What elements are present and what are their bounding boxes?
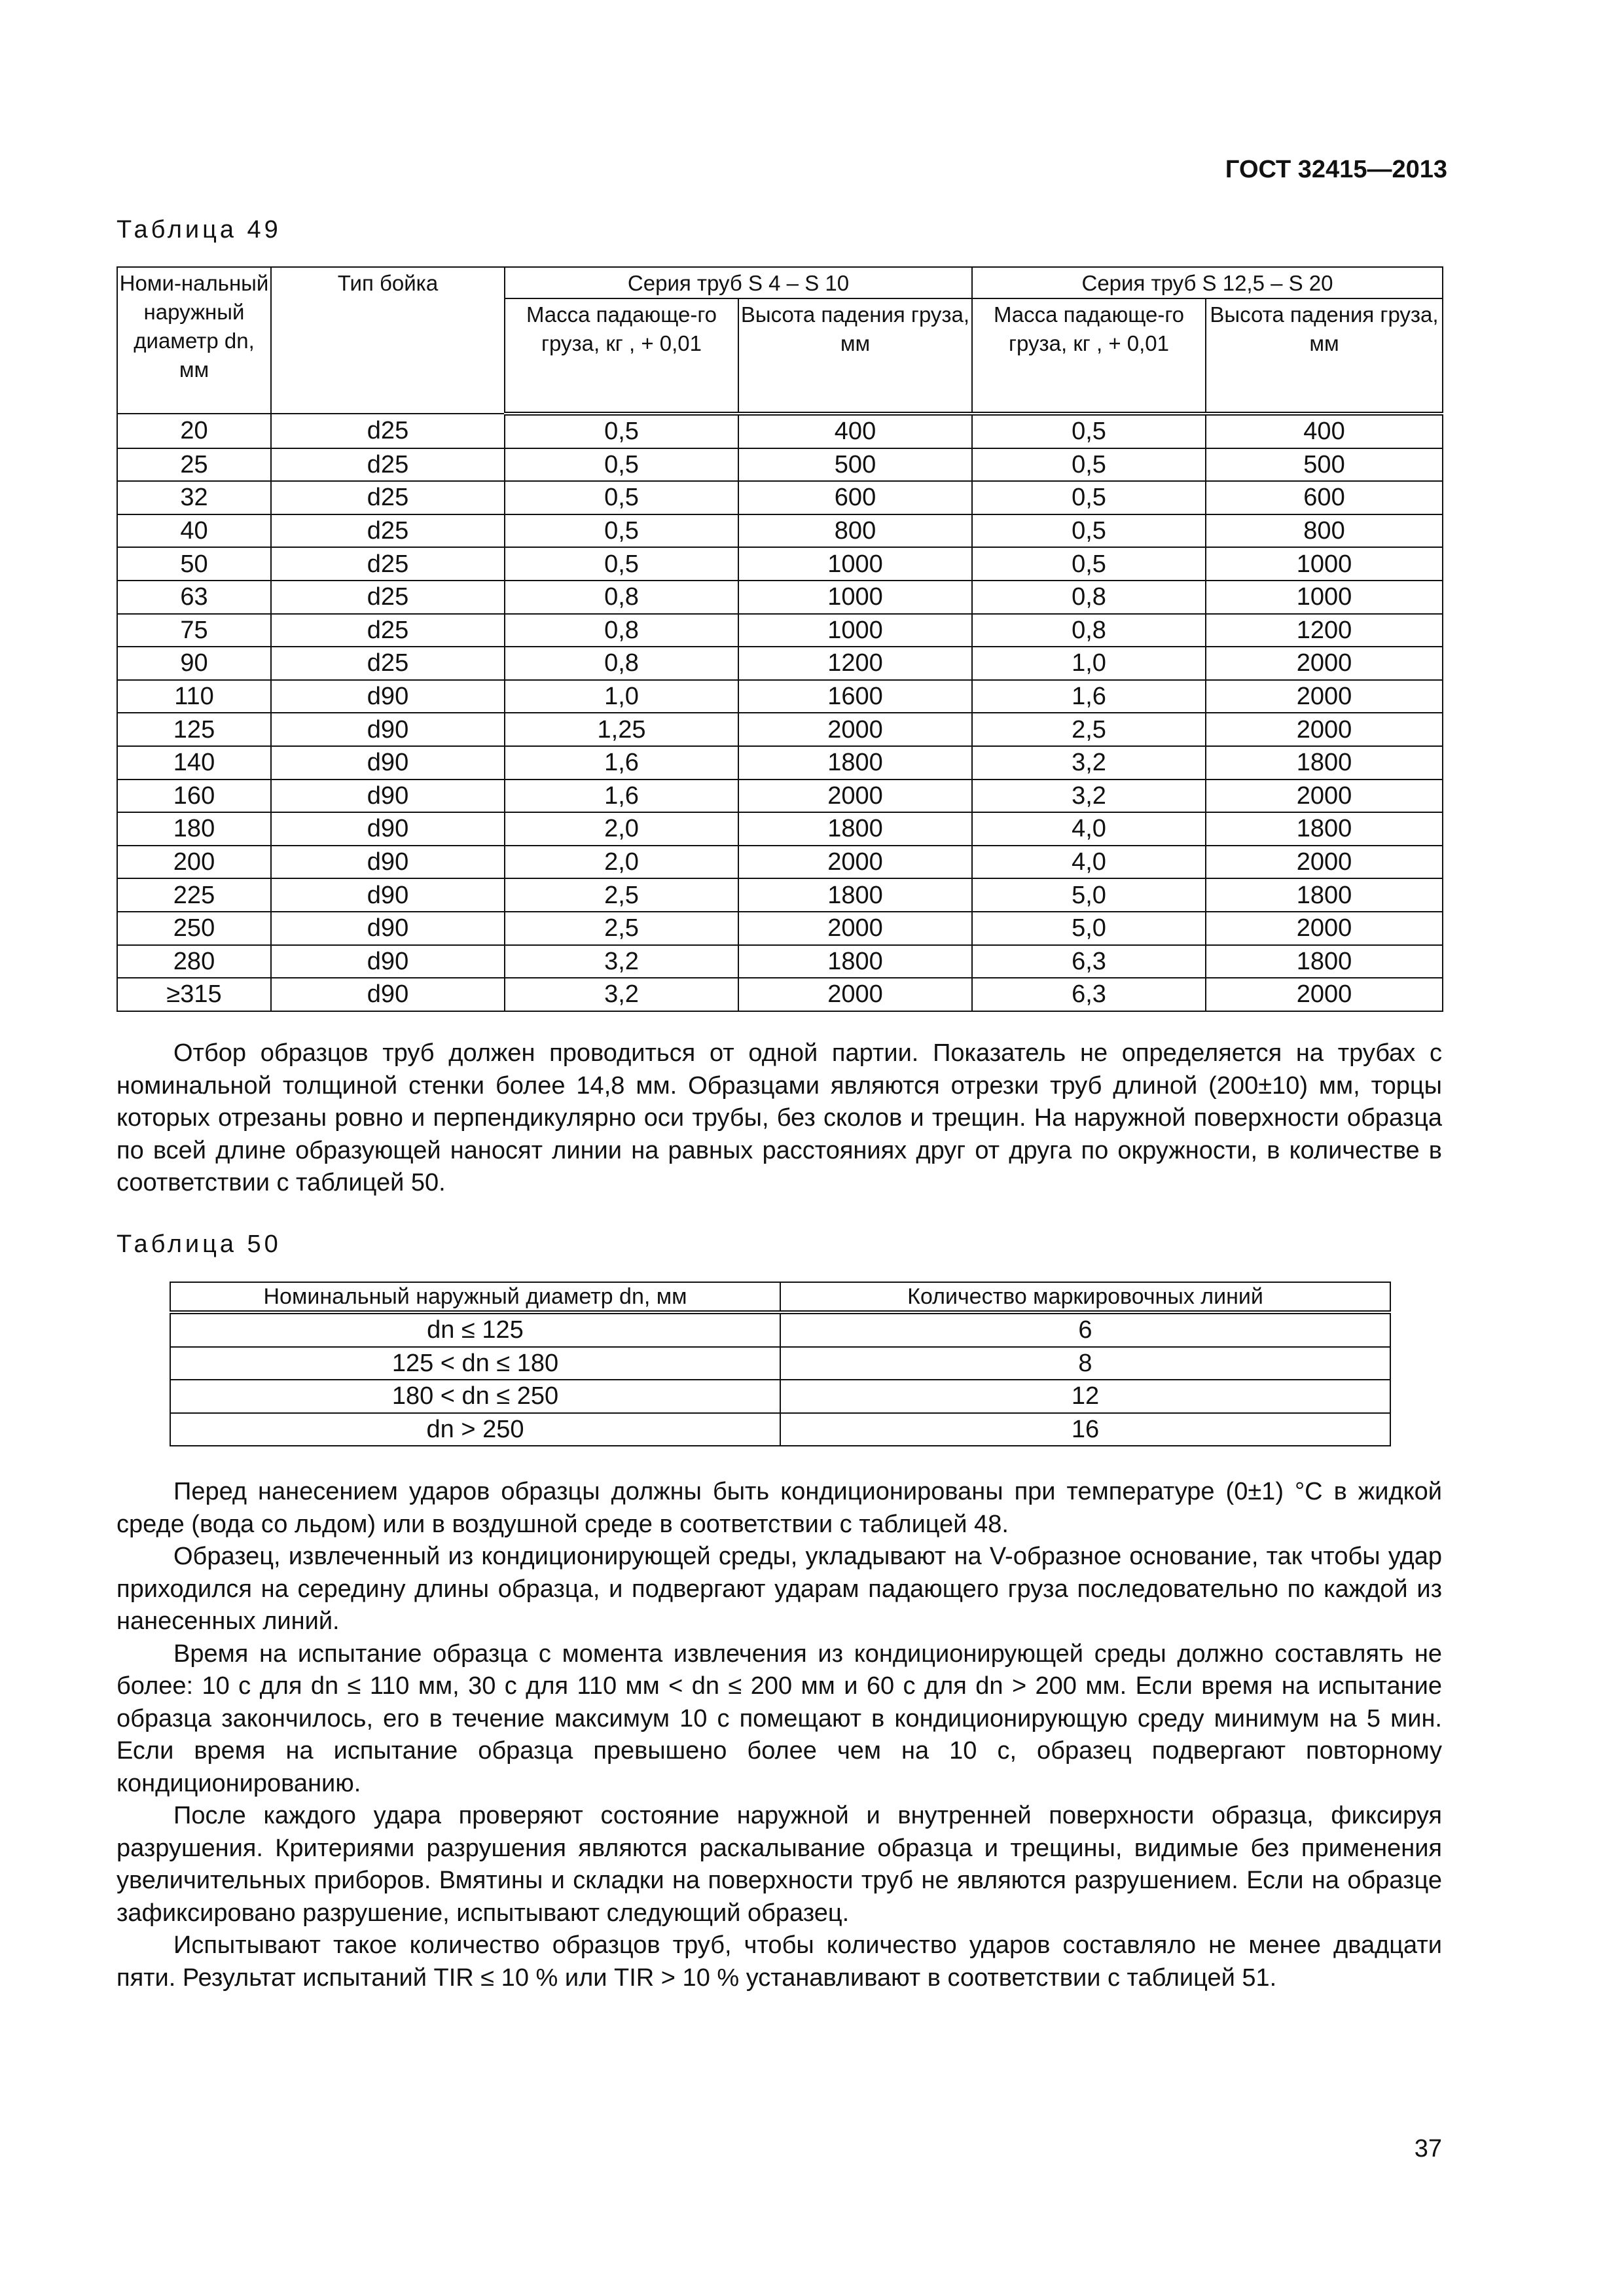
table-cell: 20 (117, 414, 271, 448)
table-cell: 3,2 (972, 780, 1206, 813)
table-cell: 1200 (1206, 614, 1443, 647)
table-cell: 1200 (738, 647, 972, 680)
header-mass-1: Масса падающе-го груза, кг , + 0,01 (505, 298, 738, 414)
table-cell: 280 (117, 945, 271, 978)
table-row (117, 614, 1443, 647)
table-cell: dn > 250 (170, 1413, 780, 1446)
table-cell: 1600 (738, 680, 972, 713)
table-cell: 2000 (1206, 978, 1443, 1011)
table-row (117, 680, 1443, 713)
table-cell: d25 (271, 547, 505, 581)
table-cell: 2000 (1206, 647, 1443, 680)
table-cell: 1000 (738, 614, 972, 647)
table-cell: 180 < dn ≤ 250 (170, 1380, 780, 1413)
header-diameter: Номинальный наружный диаметр dn, мм (170, 1282, 780, 1312)
table-cell: 0,8 (972, 614, 1206, 647)
table-row (117, 780, 1443, 813)
table-cell: 200 (117, 846, 271, 879)
table-cell: 32 (117, 481, 271, 514)
header-nominal-diameter: Номи-нальный наружный диаметр dn, мм (117, 267, 271, 414)
table-cell: 4,0 (972, 846, 1206, 879)
table-cell: d90 (271, 680, 505, 713)
table-cell: 225 (117, 878, 271, 912)
table-cell: d90 (271, 912, 505, 945)
body-paragraph: Время на испытание образца с момента извлечения из кондиционирующей среды должно составлять не более: 10 с для dn ≤ 110 мм, 30 с для 110 мм < dn ≤ 200 мм и 60 с для dn > 200 мм. Если время на испытание образца закончилось, его в течение максимум 10 с помещают в кондиционирующую среду минимум на 5 мин. Если время на испытание образца превышено более чем на 10 с, образец подвергают повторному кондиционированию. (117, 1640, 1442, 1797)
table-cell: 3,2 (505, 945, 738, 978)
table49-caption: Таблица 49 (117, 216, 281, 243)
table-cell: d90 (271, 846, 505, 879)
table-cell: d90 (271, 878, 505, 912)
table-cell: 2,5 (505, 912, 738, 945)
table-cell: 0,5 (972, 547, 1206, 581)
table-cell: 4,0 (972, 812, 1206, 846)
table-cell: 75 (117, 614, 271, 647)
table-cell: d90 (271, 713, 505, 746)
table-cell: 0,5 (505, 481, 738, 514)
header-height-2: Высота падения груза, мм (1206, 298, 1443, 414)
table-row (117, 812, 1443, 846)
table-cell: 0,8 (505, 647, 738, 680)
body-paragraph: Образец, извлеченный из кондиционирующей среды, укладывают на V-образное основание, так чтобы удар приходился на середину длины образца, и подвергают ударам падающего груза последовательно по каждой из нанесенных линий. (117, 1543, 1442, 1635)
table-cell: 250 (117, 912, 271, 945)
table-cell: 50 (117, 547, 271, 581)
table-cell: 400 (1206, 414, 1443, 448)
table-cell: d90 (271, 746, 505, 780)
paragraph-sampling (117, 1037, 1442, 1200)
table-cell: 0,8 (505, 581, 738, 614)
table-cell: 2000 (1206, 912, 1443, 945)
table-cell: 1,6 (505, 780, 738, 813)
table-cell: 6 (780, 1312, 1390, 1347)
table-cell: 2000 (738, 713, 972, 746)
table-row (117, 481, 1443, 514)
table-cell: 25 (117, 448, 271, 482)
table-cell: 2000 (738, 846, 972, 879)
table-cell: 110 (117, 680, 271, 713)
table-row (117, 713, 1443, 746)
table-cell: 8 (780, 1347, 1390, 1380)
table-cell: 3,2 (505, 978, 738, 1011)
table-cell: 12 (780, 1380, 1390, 1413)
header-striker-type: Тип бойка (271, 267, 505, 414)
table-cell: 400 (738, 414, 972, 448)
paragraph-text: Отбор образцов труб должен проводиться от одной партии. Показатель не определяется на трубах с номинальной толщиной стенки более 14,8 мм. Образцами являются отрезки труб длиной (200±10) мм, торцы которых отрезаны ровно и перпендикулярно оси трубы, без сколов и трещин. На наружной поверхности образца по всей длине образующей наносят линии на равных расстояниях друг от друга по окружности, в количестве в соответствии с таблицей 50. (117, 1039, 1442, 1196)
table-cell: 1800 (738, 746, 972, 780)
table-50 (170, 1282, 1391, 1446)
table-cell: 1800 (1206, 945, 1443, 978)
table50-caption: Таблица 50 (117, 1230, 281, 1258)
table-cell: d25 (271, 614, 505, 647)
table-cell: 1800 (1206, 812, 1443, 846)
table-cell: dn ≤ 125 (170, 1312, 780, 1347)
table-cell: 500 (738, 448, 972, 482)
table-cell: 6,3 (972, 945, 1206, 978)
table-cell: d90 (271, 945, 505, 978)
table-row (170, 1347, 1390, 1380)
table-cell: 90 (117, 647, 271, 680)
table-row (117, 414, 1443, 448)
body-paragraph: После каждого удара проверяют состояние наружной и внутренней поверхности образца, фиксируя разрушения. Критериями разрушения являются раскалывание образца и трещины, видимые без применения увеличительных приборов. Вмятины и складки на поверхности труб не являются разрушением. Если на образце зафиксировано разрушение, испытывают следующий образец. (117, 1802, 1442, 1927)
standard-code: ГОСТ 32415—2013 (1225, 156, 1447, 183)
table-cell: 5,0 (972, 878, 1206, 912)
table-cell: d25 (271, 514, 505, 548)
table-cell: 1,0 (972, 647, 1206, 680)
table-cell: 600 (1206, 481, 1443, 514)
table-row (117, 912, 1443, 945)
table-row (117, 547, 1443, 581)
table-cell: 1800 (1206, 746, 1443, 780)
page-number: 37 (1414, 2135, 1442, 2162)
table-cell: 1800 (738, 945, 972, 978)
table-cell: d90 (271, 812, 505, 846)
table-cell: 0,5 (972, 481, 1206, 514)
table-cell: 2,5 (972, 713, 1206, 746)
table-cell: 2,0 (505, 812, 738, 846)
table-cell: 1800 (1206, 878, 1443, 912)
table-cell: 40 (117, 514, 271, 548)
table-cell: 6,3 (972, 978, 1206, 1011)
table-cell: 1,6 (505, 746, 738, 780)
table-cell: d25 (271, 448, 505, 482)
header-series-1: Серия труб S 4 – S 10 (505, 267, 972, 298)
table-cell: 0,8 (505, 614, 738, 647)
table-cell: 500 (1206, 448, 1443, 482)
table-cell: d25 (271, 647, 505, 680)
table-row (117, 945, 1443, 978)
table-row (170, 1413, 1390, 1446)
table-cell: d25 (271, 481, 505, 514)
table-row (117, 514, 1443, 548)
table-cell: d90 (271, 780, 505, 813)
body-text (117, 1476, 1442, 1994)
table-cell: 63 (117, 581, 271, 614)
header-mass-2: Масса падающе-го груза, кг , + 0,01 (972, 298, 1206, 414)
header-series-2: Серия труб S 12,5 – S 20 (972, 267, 1443, 298)
table-row (117, 581, 1443, 614)
table-cell: 0,8 (972, 581, 1206, 614)
table-cell: 2000 (1206, 780, 1443, 813)
table-cell: 2000 (738, 912, 972, 945)
header-line-count: Количество маркировочных линий (780, 1282, 1390, 1312)
body-paragraph: Перед нанесением ударов образцы должны быть кондиционированы при температуре (0±1) °С в жидкой среде (вода со льдом) или в воздушной среде в соответствии с таблицей 48. (117, 1478, 1442, 1538)
table-cell: 2000 (738, 780, 972, 813)
table-cell: 125 (117, 713, 271, 746)
table-cell: 0,5 (505, 547, 738, 581)
table-cell: 140 (117, 746, 271, 780)
table-cell: 1,0 (505, 680, 738, 713)
table-cell: 2000 (1206, 680, 1443, 713)
table-cell: 5,0 (972, 912, 1206, 945)
table-49 (117, 266, 1443, 1012)
table-cell: 2000 (1206, 713, 1443, 746)
table-row (170, 1380, 1390, 1413)
table-cell: 2000 (1206, 846, 1443, 879)
table-cell: 800 (1206, 514, 1443, 548)
table-row (117, 846, 1443, 879)
table-cell: 1,6 (972, 680, 1206, 713)
table-cell: d90 (271, 978, 505, 1011)
table-cell: 1000 (738, 547, 972, 581)
table-cell: 800 (738, 514, 972, 548)
table-cell: 0,5 (972, 414, 1206, 448)
table-cell: 0,5 (505, 448, 738, 482)
table-row (170, 1312, 1390, 1347)
table-cell: 2,5 (505, 878, 738, 912)
table-cell: 1800 (738, 812, 972, 846)
table-row (117, 878, 1443, 912)
table-cell: 1800 (738, 878, 972, 912)
table-cell: d25 (271, 414, 505, 448)
table-cell: 0,5 (505, 514, 738, 548)
table-cell: 0,5 (972, 514, 1206, 548)
table-cell: 1000 (1206, 581, 1443, 614)
table-cell: 125 < dn ≤ 180 (170, 1347, 780, 1380)
table-cell: 160 (117, 780, 271, 813)
table-cell: 3,2 (972, 746, 1206, 780)
table-row (117, 746, 1443, 780)
table-cell: 600 (738, 481, 972, 514)
table-cell: 2000 (738, 978, 972, 1011)
table-row (117, 448, 1443, 482)
header-height-1: Высота падения груза, мм (738, 298, 972, 414)
table-cell: 180 (117, 812, 271, 846)
body-paragraph: Испытывают такое количество образцов труб, чтобы количество ударов составляло не менее двадцати пяти. Результат испытаний TIR ≤ 10 % или TIR > 10 % устанавливают в соответствии с таблицей 51. (117, 1931, 1442, 1992)
table-cell: d25 (271, 581, 505, 614)
table-cell: 0,5 (972, 448, 1206, 482)
table-row (117, 647, 1443, 680)
table-cell: 16 (780, 1413, 1390, 1446)
table-cell: 1,25 (505, 713, 738, 746)
table-cell: 1000 (738, 581, 972, 614)
table-cell: 1000 (1206, 547, 1443, 581)
table-cell: 0,5 (505, 414, 738, 448)
table-cell: ≥315 (117, 978, 271, 1011)
table-cell: 2,0 (505, 846, 738, 879)
table-row (117, 978, 1443, 1011)
